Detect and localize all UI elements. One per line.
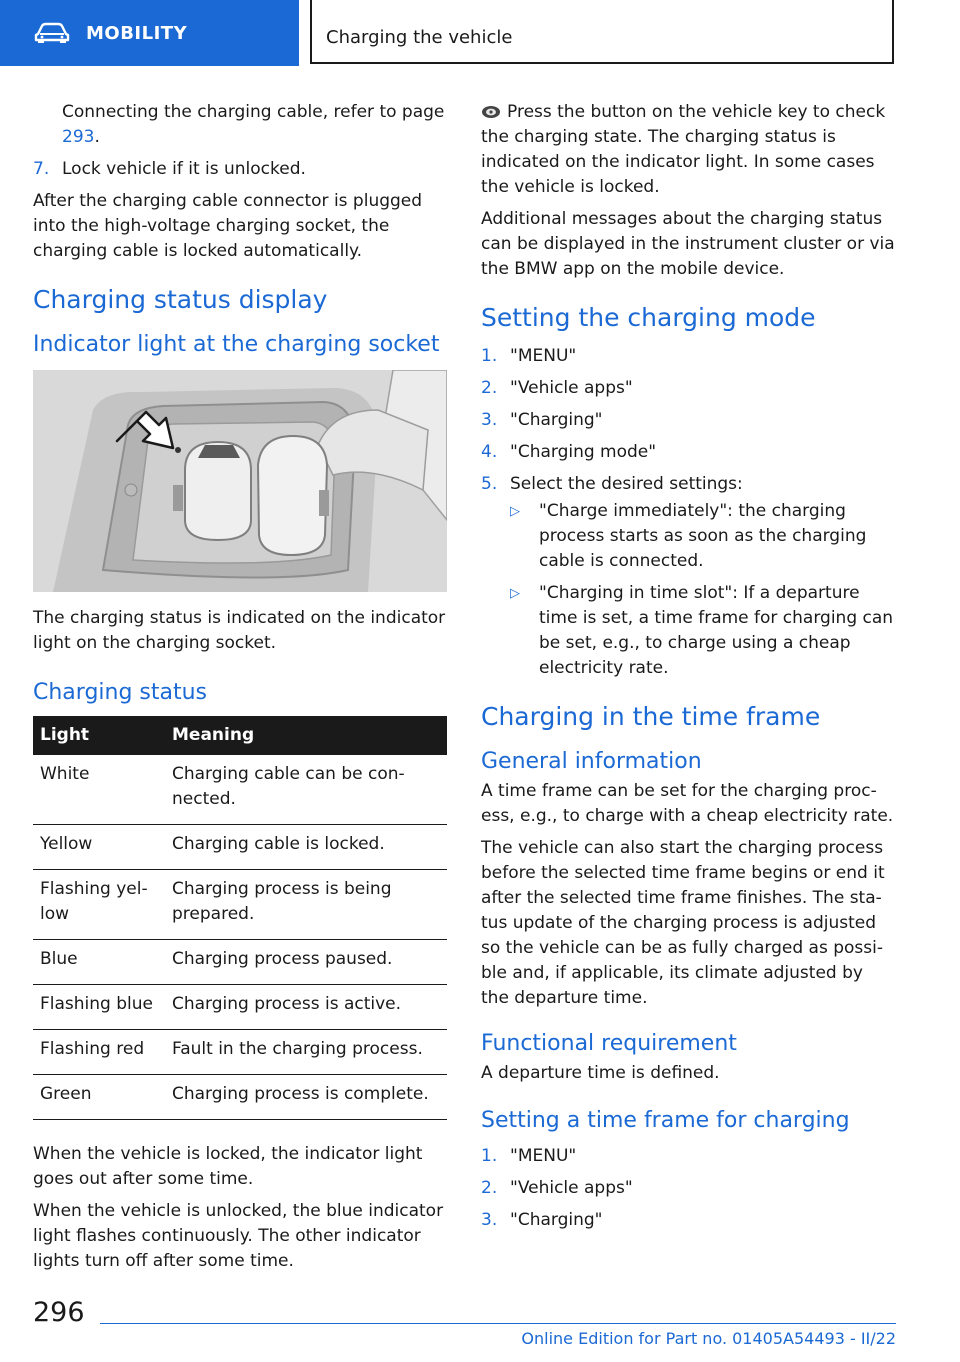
table-row [33, 755, 447, 825]
list-item [33, 157, 447, 182]
lock-step-list [33, 157, 447, 182]
chapter-title: Charging the vehicle [326, 27, 513, 48]
intro-paragraph [33, 100, 447, 150]
cell-light: Blue [33, 940, 165, 985]
mode-options-list [481, 499, 895, 681]
car-icon [34, 22, 70, 44]
intro-end: . [94, 127, 100, 147]
list-item [510, 581, 895, 681]
messages-paragraph: Additional messages about the charging status can be displayed in the instrument cluster or via the BMW app on the mobile device. [481, 209, 895, 279]
cell-meaning: Charging cable is locked. [165, 825, 447, 870]
functional-paragraph: A departure time is defined. [481, 1063, 720, 1083]
table-header-row [33, 716, 447, 755]
list-item [481, 1208, 895, 1233]
step-text: "Charging" [510, 1210, 603, 1230]
list-item [481, 344, 895, 369]
cell-light: White [33, 755, 165, 825]
section-label: MOBILITY [86, 22, 188, 44]
page-number: 296 [33, 1297, 85, 1328]
step-number: 3. [481, 1210, 498, 1230]
general-paragraph-2: The vehicle can also start the charging process before the selected time frame begins or end it after the selected time frame finishes. The status update of the charging process is adjusted so the vehicle can be as fully charged as possible and, if applicable, its climate adjusted by the departure time. [481, 838, 885, 1008]
step-text: "Vehicle apps" [510, 1178, 633, 1198]
cell-light: Yellow [33, 825, 165, 870]
footer-divider [100, 1323, 896, 1324]
list-item [481, 408, 895, 433]
step-text: "Vehicle apps" [510, 378, 633, 398]
cell-meaning: Charging process is active. [165, 985, 447, 1030]
cell-light: Flashing yellow [33, 870, 165, 940]
locked-light-paragraph: When the vehicle is locked, the indicator light goes out after some time. [33, 1144, 423, 1189]
key-paragraph [481, 100, 895, 200]
unlocked-light-paragraph: When the vehicle is unlocked, the blue indicator light flashes continuously. The other indicator lights turn off after some time. [33, 1201, 444, 1271]
page-header [0, 0, 960, 66]
heading-indicator-light: Indicator light at the charging socket [33, 332, 440, 357]
table-row [33, 1075, 447, 1120]
cell-meaning: Fault in the charging process. [165, 1030, 447, 1075]
heading-setting-time-frame: Setting a time frame for charging [481, 1108, 850, 1133]
right-column [481, 100, 895, 1240]
step-number: 2. [481, 1178, 498, 1198]
step-number: 1. [481, 1146, 498, 1166]
step-number: 5. [481, 474, 498, 494]
step-number: 1. [481, 346, 498, 366]
edition-note: Online Edition for Part no. 01405A54493 - II/22 [521, 1329, 896, 1348]
list-item [481, 440, 895, 465]
charging-socket-photo [33, 370, 447, 592]
step-number: 7. [33, 159, 50, 179]
charging-status-table [33, 716, 447, 1120]
list-item [481, 472, 895, 681]
cell-light: Green [33, 1075, 165, 1120]
table-row [33, 1030, 447, 1075]
cell-meaning: Charging process is complete. [165, 1075, 447, 1120]
cable-locked-paragraph: After the charging cable connector is plugged into the high-voltage charging socket, the charging cable is locked automatically. [33, 191, 423, 261]
heading-general-information: General information [481, 749, 702, 774]
heading-charging-status-display: Charging status display [33, 285, 328, 314]
table-row [33, 985, 447, 1030]
list-arrow-icon: ▷ [510, 586, 520, 601]
heading-charging-mode: Setting the charging mode [481, 303, 816, 332]
charging-mode-steps [481, 344, 895, 681]
column-header-light: Light [33, 716, 165, 755]
heading-time-frame: Charging in the time frame [481, 702, 821, 731]
list-item [481, 1176, 895, 1201]
step-text: "MENU" [510, 346, 577, 366]
step-text: "MENU" [510, 1146, 577, 1166]
heading-functional-requirement: Functional requirement [481, 1031, 737, 1056]
step-text: Lock vehicle if it is unlocked. [62, 159, 306, 179]
step-number: 2. [481, 378, 498, 398]
table-row [33, 825, 447, 870]
step-text: "Charging mode" [510, 442, 657, 462]
step-text: Select the desired settings: [510, 474, 743, 494]
list-item [481, 1144, 895, 1169]
chapter-tab [310, 0, 894, 64]
key-text: Press the button on the vehicle key to check the charging state. The charging status is indicated on the indicator light. In some cases the vehicle is locked. [481, 102, 886, 197]
step-number: 4. [481, 442, 498, 462]
intro-text: Connecting the charging cable, refer to page [62, 102, 445, 122]
left-column [33, 100, 447, 1281]
table-row [33, 940, 447, 985]
column-header-meaning: Meaning [165, 716, 447, 755]
list-item [510, 499, 895, 574]
section-tab-mobility [0, 0, 299, 66]
vehicle-key-icon [481, 105, 501, 119]
page-link[interactable]: 293 [62, 127, 95, 147]
cell-meaning: Charging process is being prepared. [165, 870, 447, 940]
option-text: "Charging in time slot": If a departure time is set, a time frame for charging can be set, e.g., to charge using a cheap electricity rate. [539, 583, 894, 678]
cell-meaning: Charging process paused. [165, 940, 447, 985]
time-frame-steps [481, 1144, 895, 1233]
step-number: 3. [481, 410, 498, 430]
table-row [33, 870, 447, 940]
cell-light: Flashing red [33, 1030, 165, 1075]
list-arrow-icon: ▷ [510, 504, 520, 519]
cell-light: Flashing blue [33, 985, 165, 1030]
option-text: "Charge immediately": the charging process starts as soon as the charging cable is connected. [539, 501, 867, 571]
general-paragraph-1: A time frame can be set for the charging process, e.g., to charge with a cheap electricity rate. [481, 781, 894, 826]
indicator-caption: The charging status is indicated on the indicator light on the charging socket. [33, 608, 446, 653]
list-item [481, 376, 895, 401]
cell-meaning: Charging cable can be connected. [165, 755, 447, 825]
heading-charging-status: Charging status [33, 680, 208, 705]
step-text: "Charging" [510, 410, 603, 430]
